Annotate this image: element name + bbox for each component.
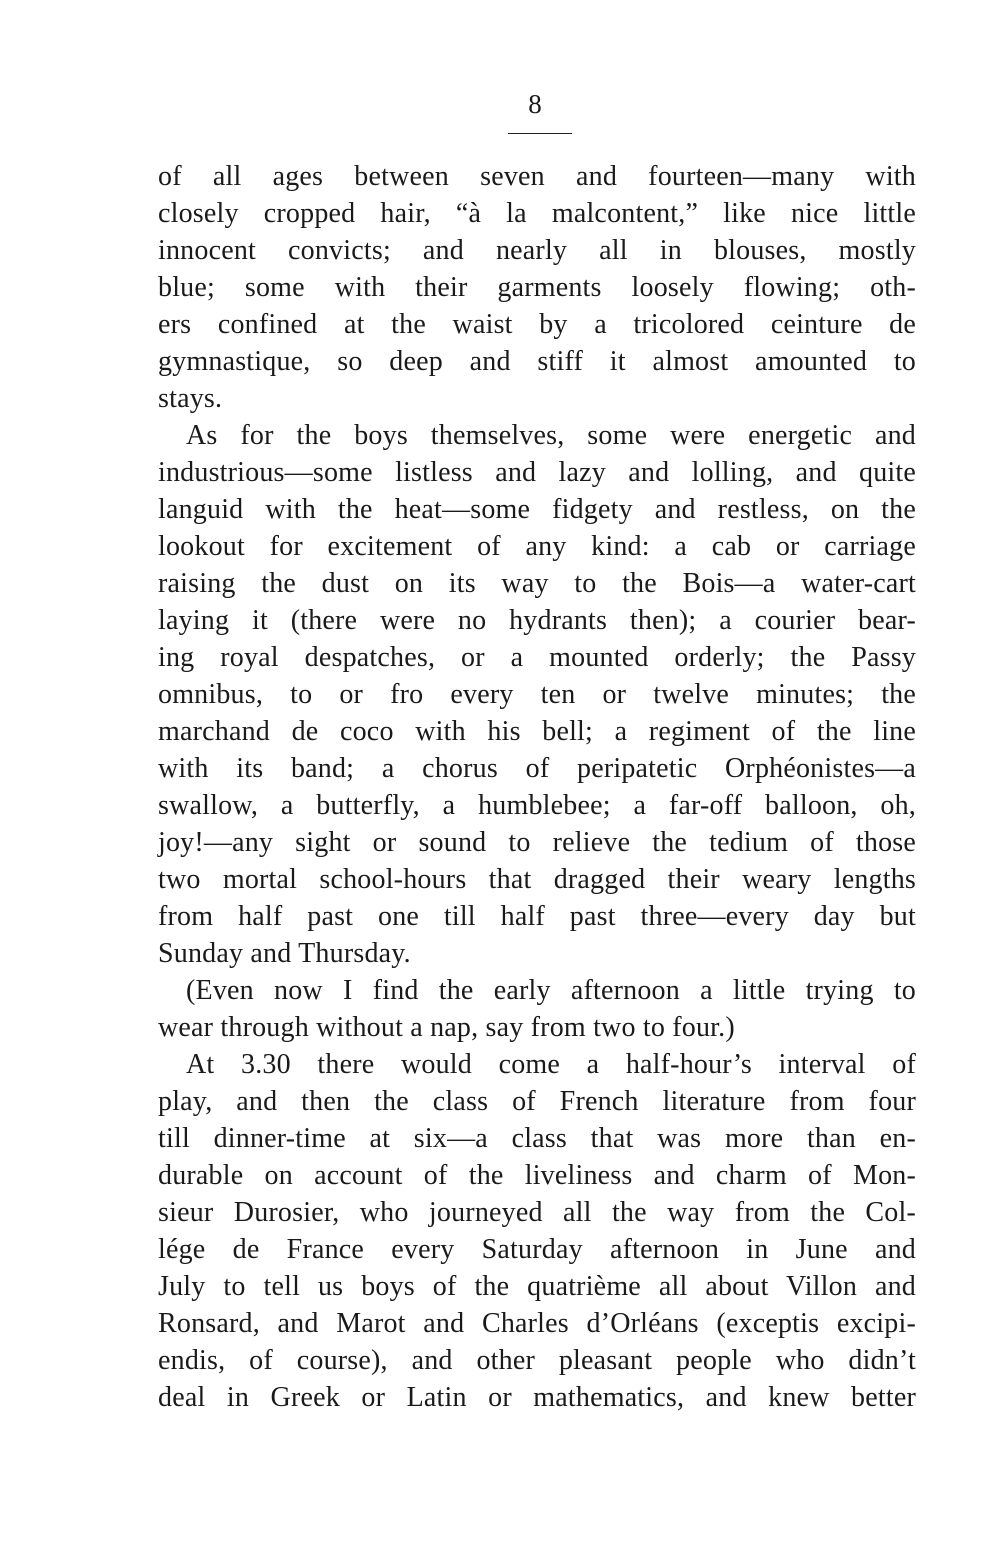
text-line: swallow, a butterfly, a humblebee; a far-off balloon, oh, (158, 790, 916, 821)
text-line: marchand de coco with his bell; a regiment of the line (158, 716, 916, 747)
text-line: sieur Durosier, who journeyed all the way from the Col- (158, 1197, 916, 1228)
text-line: joy!—any sight or sound to relieve the tedium of those (158, 827, 916, 858)
page-number: 8 (528, 89, 542, 119)
text-line: till dinner-time at six—a class that was more than en- (158, 1123, 916, 1154)
text-line: lookout for excitement of any kind: a cab or carriage (158, 531, 916, 562)
text-line: raising the dust on its way to the Bois—a water-cart (158, 568, 916, 599)
text-line: blue; some with their garments loosely flowing; oth- (158, 272, 916, 303)
text-line: July to tell us boys of the quatrième all about Villon and (158, 1271, 916, 1302)
text-line: gymnastique, so deep and stiff it almost amounted to (158, 346, 916, 377)
text-line: with its band; a chorus of peripatetic Orphéonistes—a (158, 753, 916, 784)
text-line: omnibus, to or fro every ten or twelve minutes; the (158, 679, 916, 710)
text-line: durable on account of the liveliness and charm of Mon- (158, 1160, 916, 1191)
text-line: (Even now I find the early afternoon a little trying to (186, 975, 916, 1006)
text-line: Sunday and Thursday. (158, 938, 411, 969)
text-line: ers confined at the waist by a tricolored ceinture de (158, 309, 916, 340)
text-line: two mortal school-hours that dragged their weary lengths (158, 864, 916, 895)
text-line: from half past one till half past three—every day but (158, 901, 916, 932)
text-line: play, and then the class of French literature from four (158, 1086, 916, 1117)
text-line: industrious—some listless and lazy and lolling, and quite (158, 457, 916, 488)
text-line: lége de France every Saturday afternoon in June and (158, 1234, 916, 1265)
text-line: Ronsard, and Marot and Charles d’Orléans (exceptis excipi- (158, 1308, 916, 1339)
text-line: languid with the heat—some fidgety and restless, on the (158, 494, 916, 525)
text-line: ing royal despatches, or a mounted orderly; the Passy (158, 642, 916, 673)
page-number-rule (508, 133, 572, 134)
text-line: As for the boys themselves, some were energetic and (186, 420, 916, 451)
text-line: of all ages between seven and fourteen—many with (158, 161, 916, 192)
text-line: closely cropped hair, “à la malcontent,” like nice little (158, 198, 916, 229)
text-line: wear through without a nap, say from two to four.) (158, 1012, 735, 1043)
text-line: At 3.30 there would come a half-hour’s interval of (186, 1049, 916, 1080)
text-line: deal in Greek or Latin or mathematics, and knew better (158, 1382, 916, 1413)
body-text (158, 158, 916, 1416)
text-line: innocent convicts; and nearly all in blouses, mostly (158, 235, 916, 266)
text-line: laying it (there were no hydrants then); a courier bear- (158, 605, 916, 636)
text-line: endis, of course), and other pleasant people who didn’t (158, 1345, 916, 1376)
text-line: stays. (158, 383, 223, 414)
